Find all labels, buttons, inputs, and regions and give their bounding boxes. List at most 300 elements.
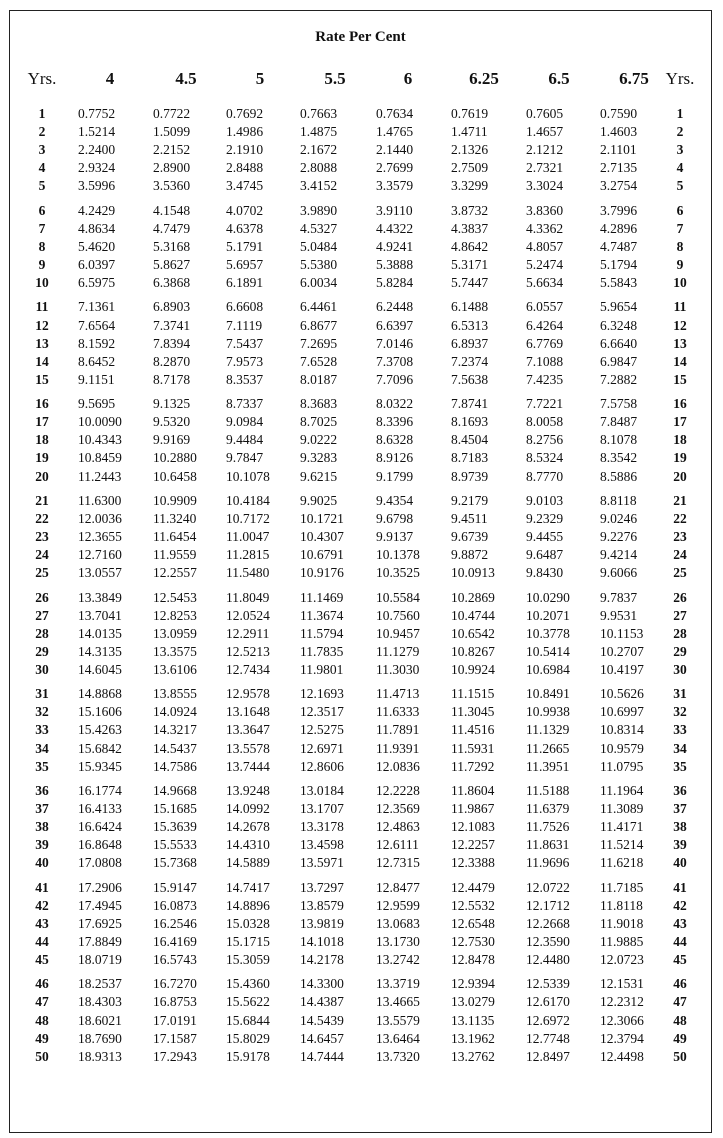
- value-cell: 7.3708: [376, 353, 414, 369]
- value-cell: 14.0924: [153, 704, 197, 720]
- value-cell: 7.2882: [600, 371, 638, 387]
- year-label-left: 41: [35, 879, 49, 895]
- value-cell: 11.3045: [451, 704, 495, 720]
- year-label-left: 1: [38, 106, 46, 121]
- value-cell: 12.6111: [376, 837, 419, 853]
- rate-header-6.25: 6.25: [469, 69, 499, 88]
- year-label-right: 25: [673, 565, 687, 581]
- value-cell: 13.7041: [78, 607, 122, 623]
- value-cell: 9.1325: [153, 396, 191, 412]
- value-cell: 9.4455: [526, 529, 564, 544]
- value-cell: 5.5843: [600, 275, 638, 291]
- value-cell: 14.5889: [226, 855, 270, 871]
- value-cell: 6.0397: [78, 257, 116, 272]
- value-cell: 2.8488: [226, 160, 264, 176]
- value-cell: 5.5380: [300, 257, 338, 272]
- year-label-left: 2: [38, 124, 46, 140]
- value-cell: 11.9559: [153, 547, 197, 563]
- value-cell: 11.5214: [600, 837, 644, 853]
- value-cell: 2.9324: [78, 160, 116, 176]
- value-cell: 7.9573: [226, 353, 264, 369]
- year-label-right: 42: [673, 897, 687, 913]
- year-label-left: 40: [35, 855, 49, 871]
- value-cell: 12.2911: [226, 625, 270, 641]
- value-cell: 12.3388: [451, 855, 495, 871]
- value-cell: 12.2257: [451, 837, 495, 853]
- rate-header-6.5: 6.5: [548, 69, 570, 88]
- value-cell: 8.3396: [376, 414, 414, 430]
- year-label-right: 10: [673, 275, 687, 291]
- year-label-right: 15: [673, 371, 687, 387]
- value-cell: 13.2742: [376, 952, 420, 967]
- year-label-right: 18: [673, 432, 687, 448]
- value-cell: 12.7434: [226, 661, 270, 677]
- year-label-left: 4: [38, 160, 46, 176]
- table-row: [10, 371, 711, 389]
- value-cell: 3.3579: [376, 178, 414, 194]
- value-cell: 11.7292: [451, 758, 495, 774]
- value-cell: 11.3240: [153, 510, 197, 526]
- value-cell: 12.1693: [300, 686, 344, 702]
- year-label-left: 48: [35, 1012, 49, 1028]
- value-cell: 2.1101: [600, 142, 637, 158]
- value-cell: 8.7025: [300, 414, 338, 430]
- value-cell: 11.0795: [600, 758, 644, 774]
- value-cell: 10.6542: [451, 625, 495, 641]
- value-cell: 11.9696: [526, 855, 570, 871]
- value-cell: 17.4945: [78, 897, 122, 913]
- value-cell: 15.6844: [226, 1012, 270, 1028]
- value-cell: 14.3300: [300, 976, 344, 992]
- value-cell: 18.2537: [78, 976, 122, 992]
- value-cell: 12.4498: [600, 1048, 644, 1064]
- value-cell: 10.4744: [451, 607, 495, 623]
- value-cell: 2.1440: [376, 142, 414, 158]
- year-label-right: 40: [673, 855, 687, 871]
- table-row: [10, 274, 711, 292]
- table-row: [10, 238, 711, 256]
- value-cell: 8.0322: [376, 396, 414, 412]
- table-row: [10, 836, 711, 854]
- value-cell: 9.9137: [376, 529, 414, 544]
- value-cell: 10.9579: [600, 740, 644, 756]
- value-cell: 9.9169: [153, 432, 191, 448]
- year-label-left: 12: [35, 317, 49, 333]
- table-row: [10, 1048, 711, 1066]
- value-cell: 11.9801: [300, 661, 344, 677]
- value-cell: 2.7699: [376, 160, 414, 176]
- year-label-left: 25: [35, 565, 49, 581]
- value-cell: 12.1712: [526, 897, 570, 913]
- value-cell: 10.1378: [376, 547, 420, 563]
- year-label-left: 6: [38, 202, 46, 218]
- value-cell: 8.7183: [451, 450, 489, 466]
- year-label-right: 26: [673, 589, 687, 605]
- year-label-left: 28: [35, 625, 49, 641]
- year-label-left: 11: [35, 299, 49, 315]
- value-cell: 4.9241: [376, 238, 414, 254]
- value-cell: 4.0702: [226, 202, 264, 218]
- table-row: [10, 758, 711, 776]
- value-cell: 12.5339: [526, 976, 570, 992]
- rate-header-6: 6: [403, 69, 413, 88]
- value-cell: 10.8491: [526, 686, 570, 702]
- value-cell: 6.7769: [526, 335, 564, 351]
- value-cell: 15.1606: [78, 704, 122, 720]
- value-cell: 12.2312: [600, 994, 644, 1010]
- year-label-left: 36: [35, 782, 49, 798]
- value-cell: 10.6984: [526, 661, 570, 677]
- year-label-right: 48: [673, 1012, 687, 1028]
- table-row: [10, 818, 711, 836]
- table-row: [10, 854, 711, 872]
- year-label-right: 19: [673, 450, 687, 466]
- value-cell: 1.5214: [78, 124, 116, 140]
- value-cell: 9.7847: [226, 450, 264, 466]
- value-cell: 14.3217: [153, 722, 197, 738]
- value-cell: 2.2400: [78, 142, 116, 158]
- value-cell: 4.2429: [78, 202, 116, 218]
- year-label-left: 33: [35, 722, 49, 738]
- value-cell: 13.7297: [300, 879, 344, 895]
- value-cell: 5.6634: [526, 275, 564, 291]
- value-cell: 12.5275: [300, 722, 344, 738]
- value-cell: 2.7321: [526, 160, 564, 176]
- value-cell: 13.0683: [376, 915, 420, 931]
- value-cell: 12.2228: [376, 782, 420, 798]
- value-cell: 9.6487: [526, 547, 564, 563]
- year-label-right: 6: [676, 202, 684, 218]
- value-cell: 11.6333: [376, 704, 420, 720]
- value-cell: 15.8029: [226, 1030, 270, 1046]
- value-cell: 5.0484: [300, 238, 338, 254]
- value-cell: 10.0290: [526, 589, 570, 605]
- value-cell: 7.8741: [451, 396, 489, 412]
- value-cell: 17.1587: [153, 1030, 197, 1046]
- value-cell: 12.3655: [78, 529, 122, 544]
- value-cell: 3.2754: [600, 178, 638, 194]
- value-cell: 13.4665: [376, 994, 420, 1010]
- value-cell: 9.4484: [226, 432, 264, 448]
- value-cell: 1.4657: [526, 124, 564, 140]
- value-cell: 13.3575: [153, 643, 197, 659]
- value-cell: 1.4986: [226, 124, 264, 140]
- value-cell: 10.7172: [226, 510, 270, 526]
- year-label-left: 7: [38, 220, 46, 236]
- table-row: [10, 740, 711, 758]
- value-cell: 10.9176: [300, 565, 344, 581]
- year-label-left: 14: [35, 353, 49, 369]
- year-label-left: 35: [35, 758, 49, 774]
- value-cell: 11.5188: [526, 782, 570, 798]
- value-cell: 1.4711: [451, 124, 488, 140]
- year-label-right: 3: [676, 142, 684, 158]
- value-cell: 10.2071: [526, 607, 570, 623]
- value-cell: 7.5758: [600, 396, 638, 412]
- year-label-left: 43: [35, 915, 49, 931]
- value-cell: 12.7160: [78, 547, 122, 563]
- value-cell: 11.2815: [226, 547, 270, 563]
- value-cell: 11.7835: [300, 643, 344, 659]
- value-cell: 14.5437: [153, 740, 197, 756]
- value-cell: 6.5313: [451, 317, 489, 333]
- value-cell: 5.2474: [526, 257, 564, 272]
- value-cell: 6.6397: [376, 317, 414, 333]
- value-cell: 11.9018: [600, 915, 644, 931]
- table-row: [10, 335, 711, 353]
- value-cell: 12.3569: [376, 801, 420, 816]
- year-label-right: 2: [676, 124, 684, 140]
- year-label-right: 1: [676, 106, 684, 121]
- year-label-left: 20: [35, 468, 49, 484]
- value-cell: 11.4713: [376, 686, 420, 702]
- value-cell: 3.5996: [78, 178, 116, 194]
- table-row: [10, 782, 711, 800]
- year-label-right: 24: [673, 547, 687, 563]
- value-cell: 11.6218: [600, 855, 644, 871]
- value-cell: 4.1548: [153, 202, 191, 218]
- value-cell: 10.9924: [451, 661, 495, 677]
- year-label-right: 11: [673, 299, 687, 315]
- year-label-right: 17: [673, 414, 687, 430]
- table-row: [10, 661, 711, 679]
- value-cell: 13.7320: [376, 1048, 420, 1064]
- value-cell: 10.2869: [451, 589, 495, 605]
- table-row: [10, 298, 711, 316]
- value-cell: 0.7752: [78, 106, 116, 121]
- year-label-right: 5: [676, 178, 684, 194]
- value-cell: 2.1326: [451, 142, 489, 158]
- value-cell: 7.5638: [451, 371, 489, 387]
- value-cell: 10.5626: [600, 686, 644, 702]
- value-cell: 14.0135: [78, 625, 122, 641]
- value-cell: 9.2179: [451, 492, 489, 508]
- value-cell: 14.2678: [226, 819, 270, 835]
- value-cell: 12.6548: [451, 915, 495, 931]
- table-row: [10, 975, 711, 993]
- value-cell: 3.9890: [300, 202, 338, 218]
- year-label-right: 44: [673, 933, 687, 949]
- table-row: [10, 395, 711, 413]
- value-cell: 14.9668: [153, 782, 197, 798]
- value-cell: 7.1361: [78, 299, 116, 315]
- year-label-left: 30: [35, 661, 49, 677]
- value-cell: 10.9909: [153, 492, 197, 508]
- year-label-left: 46: [35, 976, 49, 992]
- value-cell: 7.6564: [78, 317, 116, 333]
- value-cell: 7.1088: [526, 353, 564, 369]
- table-row: [10, 951, 711, 969]
- value-cell: 1.5099: [153, 124, 191, 140]
- value-cell: 12.6170: [526, 994, 570, 1010]
- value-cell: 10.1078: [226, 468, 270, 484]
- value-cell: 3.4152: [300, 178, 338, 194]
- value-cell: 10.3525: [376, 565, 420, 581]
- table-row: [10, 449, 711, 467]
- year-label-right: 50: [673, 1048, 687, 1064]
- value-cell: 10.4184: [226, 492, 270, 508]
- value-cell: 11.1964: [600, 782, 644, 798]
- table-row: [10, 1012, 711, 1030]
- value-cell: 7.2695: [300, 335, 338, 351]
- value-cell: 10.0913: [451, 565, 495, 581]
- rate-header-4: 4: [105, 69, 115, 88]
- value-cell: 13.1962: [451, 1030, 495, 1046]
- value-cell: 6.3248: [600, 317, 638, 333]
- value-cell: 0.7634: [376, 106, 414, 121]
- value-cell: 14.7586: [153, 758, 197, 774]
- year-label-right: 8: [676, 238, 684, 254]
- value-cell: 11.1279: [376, 643, 420, 659]
- value-cell: 14.3135: [78, 643, 122, 659]
- year-label-left: 18: [35, 432, 49, 448]
- value-cell: 15.3639: [153, 819, 197, 835]
- value-cell: 4.8634: [78, 220, 116, 236]
- value-cell: 16.5743: [153, 952, 197, 967]
- year-label-right: 28: [673, 625, 687, 641]
- value-cell: 1.4765: [376, 124, 414, 140]
- year-label-right: 30: [673, 661, 687, 677]
- value-cell: 9.9025: [300, 492, 338, 508]
- value-cell: 8.2756: [526, 432, 564, 448]
- table-row: [10, 643, 711, 661]
- value-cell: 12.7530: [451, 933, 495, 949]
- value-cell: 10.4197: [600, 661, 644, 677]
- year-label-left: 13: [35, 335, 49, 351]
- value-cell: 18.6021: [78, 1012, 122, 1028]
- year-label-right: 27: [673, 607, 687, 623]
- value-cell: 8.9126: [376, 450, 414, 466]
- year-label-left: 15: [35, 371, 49, 387]
- year-label-left: 21: [35, 492, 49, 508]
- value-cell: 11.6454: [153, 529, 197, 544]
- value-cell: 10.2707: [600, 643, 644, 659]
- value-cell: 10.9457: [376, 625, 420, 641]
- value-cell: 11.3674: [300, 607, 344, 623]
- year-label-left: 3: [38, 142, 46, 158]
- value-cell: 7.7096: [376, 371, 414, 387]
- value-cell: 4.2896: [600, 220, 638, 236]
- value-cell: 8.7178: [153, 371, 191, 387]
- value-cell: 17.0191: [153, 1012, 197, 1028]
- value-cell: 12.5532: [451, 897, 495, 913]
- value-cell: 12.8606: [300, 758, 344, 774]
- value-cell: 17.6925: [78, 915, 122, 931]
- value-cell: 9.0103: [526, 492, 564, 508]
- value-cell: 7.0146: [376, 335, 414, 351]
- value-cell: 13.2762: [451, 1048, 495, 1064]
- value-cell: 13.3719: [376, 976, 420, 992]
- year-label-right: 37: [673, 801, 687, 816]
- year-label-right: 46: [673, 976, 687, 992]
- value-cell: 0.7590: [600, 106, 638, 121]
- value-cell: 12.7748: [526, 1030, 570, 1046]
- value-cell: 13.0959: [153, 625, 197, 641]
- value-cell: 2.7509: [451, 160, 489, 176]
- value-cell: 12.1531: [600, 976, 644, 992]
- value-cell: 13.0557: [78, 565, 122, 581]
- year-label-left: 16: [35, 396, 49, 412]
- value-cell: 13.6106: [153, 661, 197, 677]
- value-cell: 10.7560: [376, 607, 420, 623]
- table-row: [10, 897, 711, 915]
- value-cell: 8.3683: [300, 396, 338, 412]
- value-cell: 5.1791: [226, 238, 264, 254]
- value-cell: 5.8284: [376, 275, 414, 291]
- table-row: [10, 220, 711, 238]
- value-cell: 3.9110: [376, 202, 413, 218]
- value-cell: 8.5886: [600, 468, 638, 484]
- value-cell: 7.5437: [226, 335, 264, 351]
- value-cell: 11.5931: [451, 740, 495, 756]
- value-cell: 4.6378: [226, 220, 264, 236]
- value-cell: 5.3168: [153, 238, 191, 254]
- value-cell: 8.6328: [376, 432, 414, 448]
- year-label-left: 8: [38, 238, 46, 254]
- value-cell: 8.3542: [600, 450, 638, 466]
- year-label-right: 16: [673, 396, 687, 412]
- value-cell: 13.9248: [226, 782, 270, 798]
- value-cell: 11.2665: [526, 740, 570, 756]
- value-cell: 14.1018: [300, 933, 344, 949]
- value-cell: 10.0090: [78, 414, 122, 430]
- value-cell: 15.5622: [226, 994, 270, 1010]
- value-cell: 9.8430: [526, 565, 564, 581]
- value-cell: 8.7337: [226, 396, 264, 412]
- year-label-left: 39: [35, 837, 49, 853]
- rate-header-5: 5: [255, 69, 265, 88]
- value-cell: 12.4863: [376, 819, 420, 835]
- value-cell: 11.9391: [376, 740, 420, 756]
- value-cell: 4.8642: [451, 238, 489, 254]
- value-cell: 16.2546: [153, 915, 197, 931]
- value-cell: 2.2152: [153, 142, 191, 158]
- table-row: [10, 413, 711, 431]
- value-cell: 11.1469: [300, 589, 344, 605]
- value-cell: 15.6842: [78, 740, 122, 756]
- value-cell: 11.6300: [78, 492, 122, 508]
- value-cell: 5.8627: [153, 257, 191, 272]
- value-cell: 16.6424: [78, 819, 122, 835]
- value-cell: 12.3517: [300, 704, 344, 720]
- value-cell: 11.3951: [526, 758, 570, 774]
- value-cell: 12.0836: [376, 758, 420, 774]
- value-cell: 6.8903: [153, 299, 191, 315]
- value-cell: 8.2870: [153, 353, 191, 369]
- value-cell: 16.8648: [78, 837, 122, 853]
- table-row: [10, 721, 711, 739]
- value-cell: 9.6739: [451, 529, 489, 544]
- value-cell: 2.1212: [526, 142, 564, 158]
- value-cell: 9.1799: [376, 468, 414, 484]
- value-cell: 5.7447: [451, 275, 489, 291]
- value-cell: 11.7526: [526, 819, 570, 835]
- value-cell: 5.6957: [226, 257, 264, 272]
- value-cell: 11.8604: [451, 782, 495, 798]
- value-cell: 3.3299: [451, 178, 489, 194]
- value-cell: 15.1715: [226, 933, 270, 949]
- value-cell: 10.8459: [78, 450, 122, 466]
- year-label-left: 32: [35, 704, 49, 720]
- value-cell: 14.7417: [226, 879, 270, 895]
- value-cell: 13.8555: [153, 686, 197, 702]
- value-cell: 16.4133: [78, 801, 122, 816]
- value-cell: 8.9739: [451, 468, 489, 484]
- value-cell: 8.3537: [226, 371, 264, 387]
- value-cell: 0.7692: [226, 106, 264, 121]
- yrs-header-right: Yrs.: [665, 69, 695, 88]
- value-cell: 18.4303: [78, 994, 122, 1010]
